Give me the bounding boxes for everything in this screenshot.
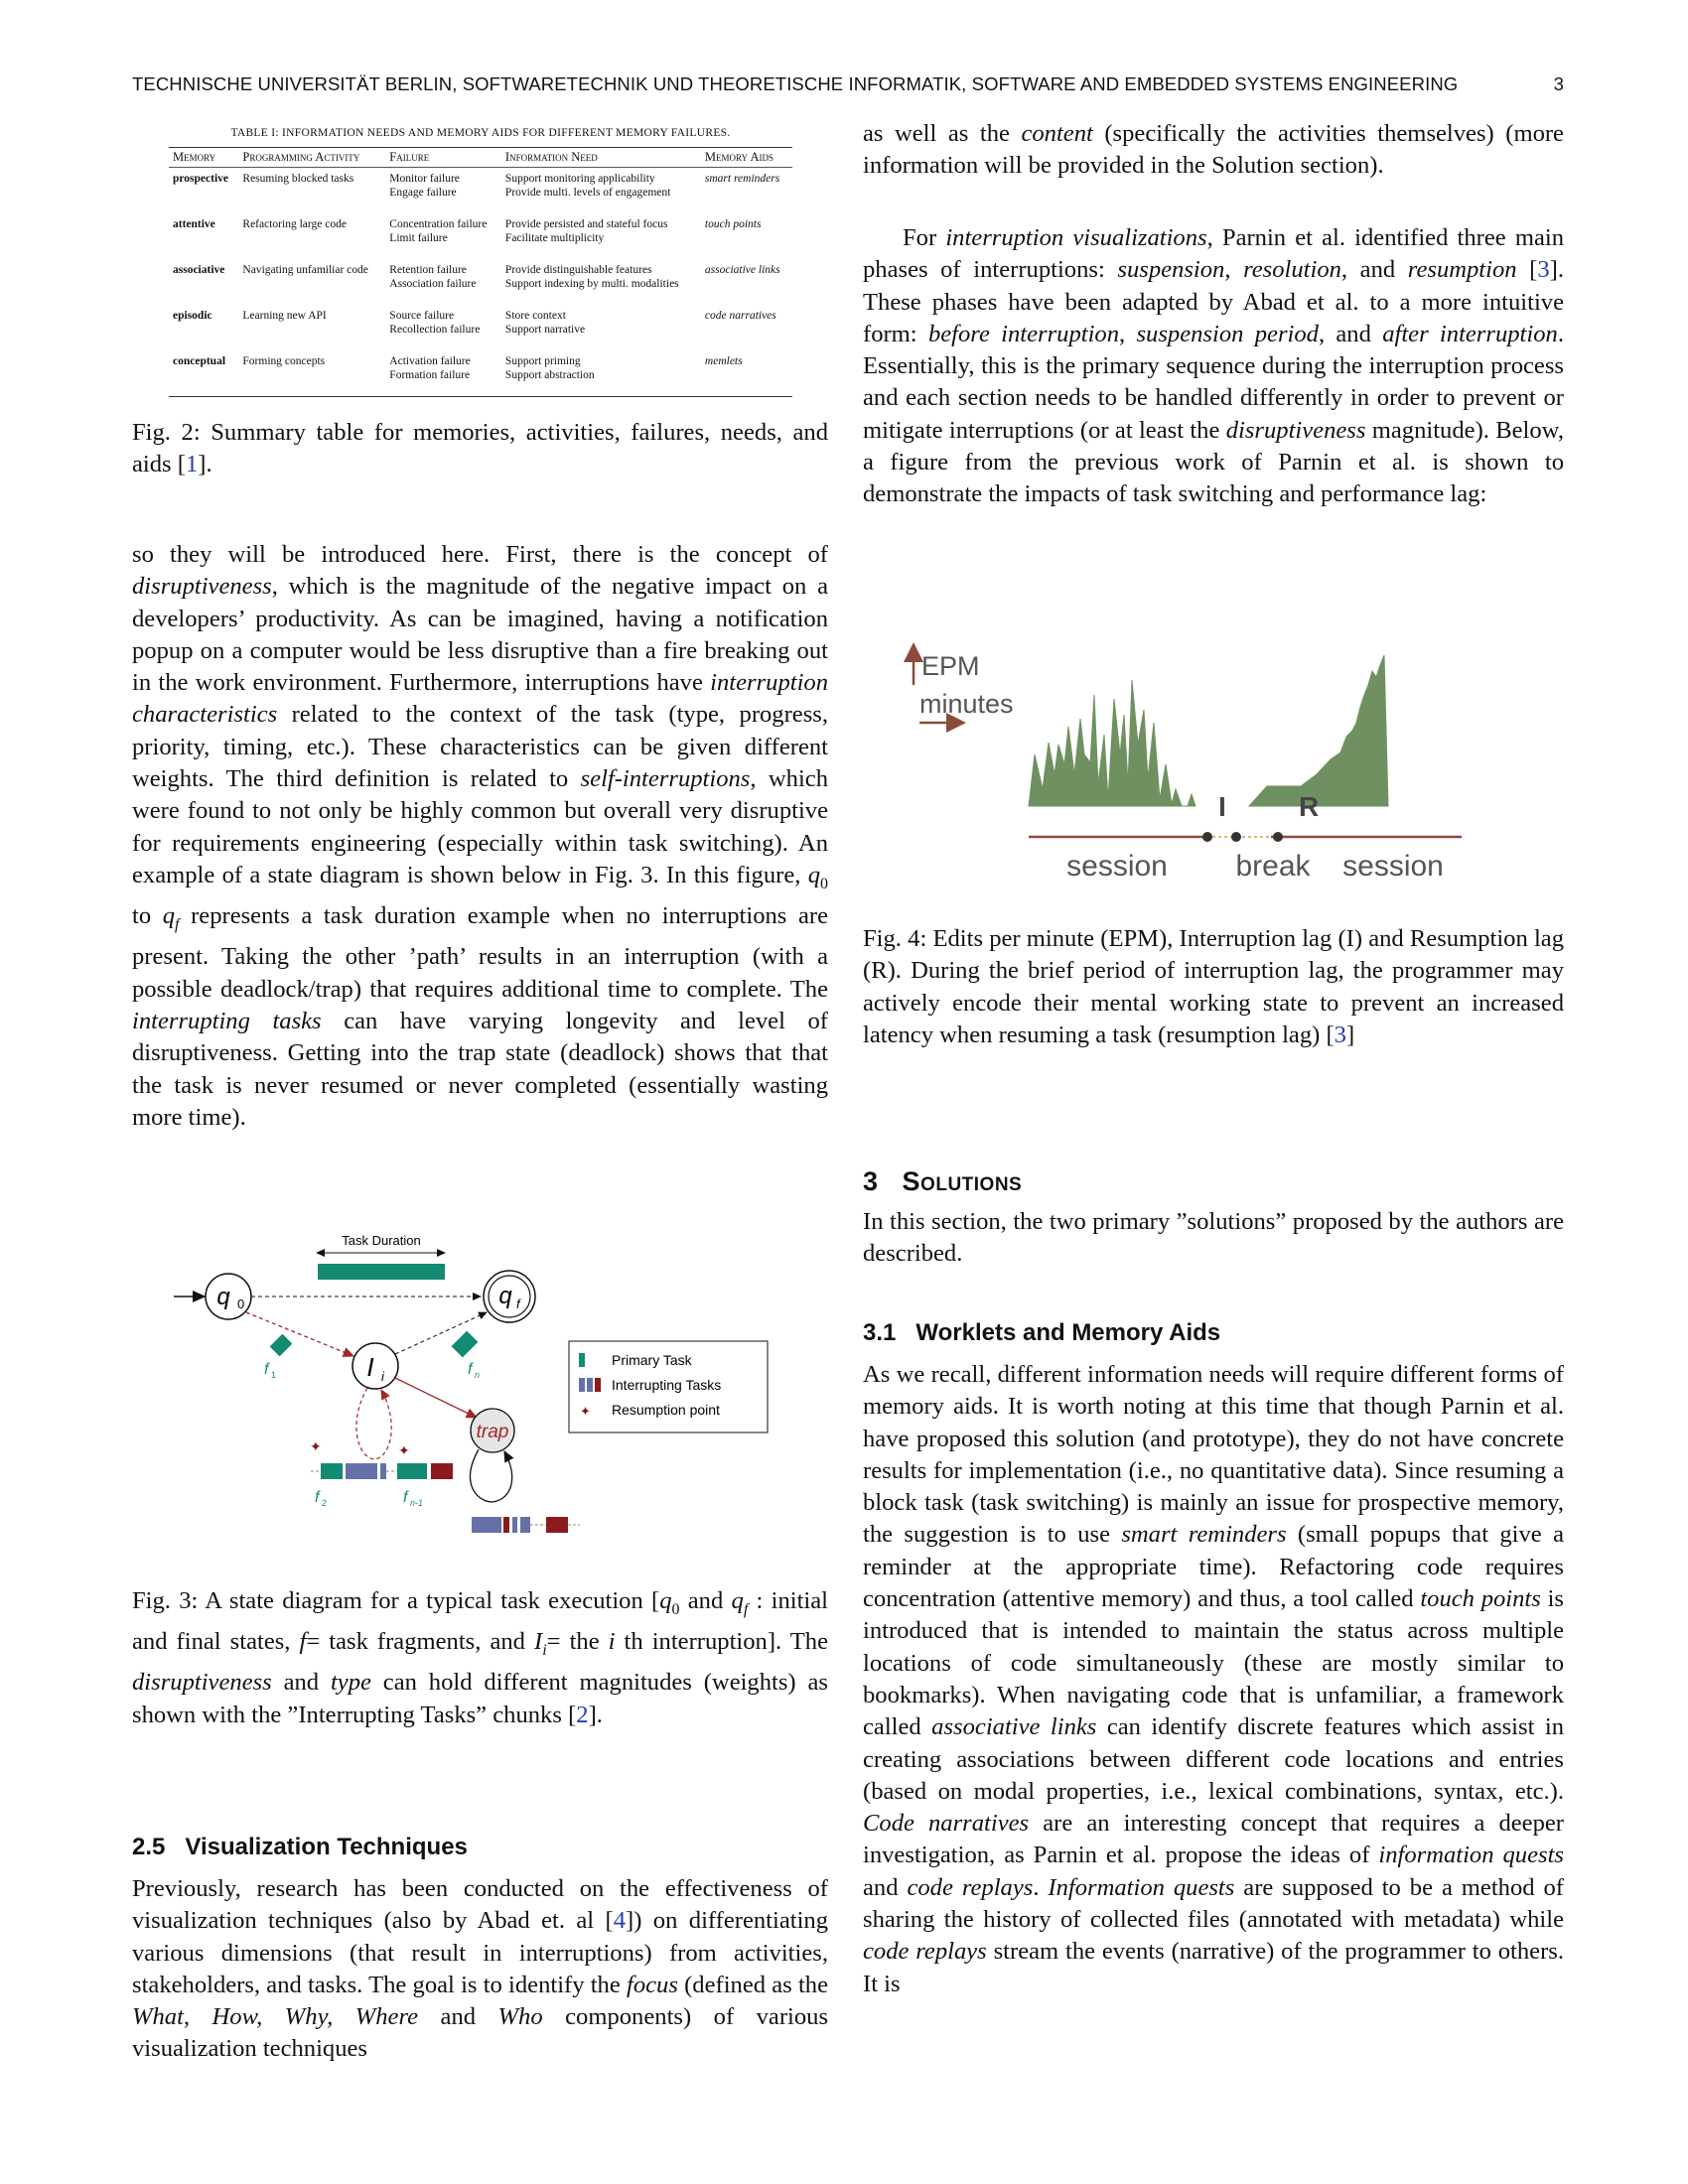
fig3-state-diagram <box>169 1229 784 1557</box>
table-row <box>169 213 792 259</box>
session2-series <box>1249 655 1388 806</box>
citation-link[interactable]: 1 <box>185 451 199 478</box>
cell-activity: Learning new API <box>242 309 327 322</box>
task-duration-marker <box>318 1233 445 1280</box>
table-row <box>169 305 792 350</box>
cell-memory: prospective <box>173 172 229 185</box>
fig3-caption-block <box>132 1585 828 1731</box>
fig2-caption: Fig. 2: Summary table for memories, activities, failures, needs, and aids [1]. <box>132 419 828 478</box>
legend-primary-task: Primary Task <box>612 1352 692 1368</box>
resumption-point-icon: ✦ <box>310 1438 322 1454</box>
resume-transition <box>395 1312 487 1354</box>
resumption-point-icon: ✦ <box>580 1404 591 1419</box>
memory-aids-table <box>169 147 792 397</box>
table-header-row <box>169 148 792 168</box>
cell-activity: Navigating unfamiliar code <box>242 263 368 276</box>
section-2-5-heading <box>132 1834 828 1861</box>
cell-memory: associative <box>173 263 225 276</box>
fragment-fn <box>452 1331 479 1358</box>
section-3-heading <box>863 1166 1564 1197</box>
cell-failure: Monitor failure Engage failure <box>389 172 460 199</box>
section-3-1-heading <box>863 1319 1564 1347</box>
primary-task-bar <box>318 1264 445 1280</box>
interruption-point <box>1202 832 1212 842</box>
session1-label: session <box>1066 850 1168 883</box>
svg-text:I: I <box>366 1352 374 1382</box>
cell-memory: attentive <box>173 217 215 230</box>
section-title: Solutions <box>902 1166 1023 1196</box>
svg-text:f: f <box>403 1489 408 1506</box>
legend-resumption-point: Resumption point <box>612 1402 720 1418</box>
session1-series <box>1029 680 1196 806</box>
interruption-lag-mark: I <box>1218 791 1226 822</box>
body-paragraph: In this section, the two primary ”solutions” proposed by the authors are described. <box>863 1208 1564 1268</box>
cell-activity: Refactoring large code <box>242 217 347 230</box>
legend-interrupting-tasks: Interrupting Tasks <box>612 1377 722 1393</box>
y-axis-label: EPM <box>921 651 980 681</box>
resumption-point-icon: ✦ <box>398 1442 410 1458</box>
svg-text:q: q <box>498 1283 512 1309</box>
section-number: 2.5 <box>132 1834 166 1860</box>
table-caption: TABLE I: INFORMATION NEEDS AND MEMORY AIDS FOR DIFFERENT MEMORY FAILURES. <box>230 127 731 139</box>
fig4-caption-block <box>863 923 1564 1051</box>
table-row <box>169 259 792 305</box>
svg-text:f: f <box>315 1489 320 1506</box>
state-q0 <box>206 1274 251 1319</box>
table-row <box>169 167 792 213</box>
body-paragraph: As we recall, different information needs will require different forms of memory aids. It is worth noting at this time that though Parnin et al. have proposed this solution (and prototype), they do not have concrete results for implementation (i.e., no quantitative data). Since resuming a block task (task switching) is mainly an issue for prospective memory, the suggestion is to use smart reminders (small popups that give a reminder at the appropriate time). Refactoring code requires concentration (attentive memory) and thus, a tool called touch points is introduced that is intended to maintain the status across multiple locations of code simultaneously (these are mostly similar to bookmarks). When navigating code that is unfamiliar, a framework called associative links can identify discrete features which assist in creating associations between different code locations and entries (based on modal properties, i.e., lexical combinations, syntax, etc.). Code narratives are an interesting concept that requires a deeper investigation, as Parnin et al. propose the ideas of information quests and code replays. Information quests are supposed to be a method of sharing the history of collected files (annotated with metadata) while code replays stream the events (narrative) of the programmer to others. It is <box>863 1361 1565 1997</box>
resumption-lag-mark: R <box>1299 791 1320 822</box>
running-header <box>132 73 1564 95</box>
cell-need: Support monitoring applicability Provide multi. levels of engagement <box>504 172 671 199</box>
section-title: Worklets and Memory Aids <box>915 1319 1221 1346</box>
fig3-caption: Fig. 3: A state diagram for a typical task execution [$q_0$ and $q_f$ : initial and final states, f= task fragments, and $I_i=$ the i th interruption]. The disruptiveness and type can hold different magnitudes (weights) as shown with the ”Interrupting Tasks” chunks [2]. <box>132 1587 828 1728</box>
cell-memory: episodic <box>173 309 212 322</box>
right-paragraph-2 <box>863 222 1564 511</box>
cell-aid: code narratives <box>704 309 776 322</box>
cell-failure: Retention failure Association failure <box>389 263 477 290</box>
cell-aid: smart reminders <box>704 172 780 185</box>
cell-aid: memlets <box>701 350 792 397</box>
col-need: Information Need <box>501 148 701 168</box>
svg-text:i: i <box>381 1369 384 1384</box>
svg-text:n-1: n-1 <box>410 1498 424 1508</box>
epm-chart-svg <box>894 635 1470 893</box>
cell-failure: Source failure Recollection failure <box>389 309 481 336</box>
state-diagram-svg <box>169 1229 784 1557</box>
x-axis-label: minutes <box>919 689 1014 719</box>
cell-aid: associative links <box>704 263 780 276</box>
svg-text:n: n <box>475 1370 481 1380</box>
body-paragraph: Previously, research has been conducted on the effectiveness of visualization techniques (also by Abad et. al [4]) on differentiating various dimensions (that result in interruptions) from activities, stakeholders, and tasks. The goal is to identify the focus (defined as the What, How, Why, Where and Who components) of various visualization techniques <box>132 1875 829 2063</box>
col-memory: Memory <box>169 148 238 168</box>
body-paragraph: as well as the content (specifically the activities themselves) (more information will be provided in the Solution section). <box>863 120 1564 180</box>
cell-aid: touch points <box>704 217 762 230</box>
cell-failure: Activation failure Formation failure <box>385 350 501 397</box>
table-row <box>169 350 792 397</box>
fig4-epm-chart <box>894 635 1470 893</box>
state-qf <box>484 1271 535 1322</box>
svg-text:f: f <box>516 1297 520 1311</box>
interruption-self-loop <box>356 1388 391 1459</box>
svg-text:2: 2 <box>322 1498 328 1508</box>
svg-text:f: f <box>264 1361 269 1378</box>
fig2-caption-block <box>132 417 828 481</box>
citation-link[interactable]: 4 <box>613 1907 627 1935</box>
break-point <box>1231 832 1241 842</box>
page-number: 3 <box>1553 73 1564 94</box>
section-3-body <box>863 1206 1564 1271</box>
table-1-block <box>132 127 828 397</box>
cell-need: Provide persisted and stateful focus Facilitate multiplicity <box>504 217 668 244</box>
svg-text:0: 0 <box>237 1297 245 1311</box>
resumption-point <box>1273 832 1283 842</box>
cell-failure: Concentration failure Limit failure <box>389 217 488 244</box>
svg-text:trap: trap <box>476 1422 509 1442</box>
cell-need: Support priming Support abstraction <box>501 350 701 397</box>
cell-memory: conceptual <box>169 350 238 397</box>
right-paragraph-1 <box>863 118 1564 183</box>
running-title: TECHNISCHE UNIVERSITÄT BERLIN, SOFTWARETECHNIK UND THEORETISCHE INFORMATIK, SOFTWARE AND EMBEDDED SYSTEMS ENGINEERING <box>132 73 1459 94</box>
citation-link[interactable]: 2 <box>576 1701 589 1728</box>
body-paragraph: For interruption visualizations, Parnin et al. identified three main phases of interruptions: suspension, resolution, and resumption [3]. These phases have been adapted by Abad et al. to a more intuitive form: before interruption, suspension period, and after interruption. Essentially, this is the primary sequence during the interruption process and each section needs to be handled differently in order to prevent or mitigate interruptions (or at least the disruptiveness magnitude). Below, a figure from the previous work of Parnin et al. is shown to demonstrate the impacts of task switching and performance lag: <box>863 224 1564 508</box>
col-activity: Programming Activity <box>238 148 385 168</box>
interrupting-chunk-bar <box>311 1463 453 1479</box>
fig4-caption: Fig. 4: Edits per minute (EPM), Interruption lag (I) and Resumption lag (R). During the brief period of interruption lag, the programmer may actively encode their mental working state to prevent an increased latency when resuming a task (resumption lag) [3] <box>863 925 1564 1048</box>
col-failure: Failure <box>385 148 501 168</box>
interrupt-transition <box>246 1312 353 1356</box>
citation-link[interactable]: 3 <box>1537 256 1550 284</box>
cell-need: Provide distinguishable features Support indexing by multi. modalities <box>504 263 679 290</box>
section-3-1-body <box>863 1359 1564 2000</box>
cell-need: Store context Support narrative <box>504 309 586 336</box>
state-interruption <box>352 1343 398 1389</box>
section-number: 3.1 <box>863 1319 897 1346</box>
svg-text:1: 1 <box>271 1370 277 1380</box>
section-2-5-body <box>132 1873 828 2066</box>
session2-label: session <box>1342 850 1444 883</box>
left-paragraph-block <box>132 539 828 1134</box>
fragment-f1 <box>270 1334 293 1357</box>
section-title: Visualization Techniques <box>185 1834 468 1860</box>
task-duration-label: Task Duration <box>342 1233 421 1248</box>
state-trap <box>471 1409 514 1502</box>
svg-text:q: q <box>216 1284 230 1310</box>
svg-text:f: f <box>468 1361 473 1378</box>
col-aids: Memory Aids <box>701 148 792 168</box>
cell-activity: Resuming blocked tasks <box>242 172 354 185</box>
break-label: break <box>1235 850 1311 883</box>
section-number: 3 <box>863 1166 879 1196</box>
trap-chunk-bar <box>472 1517 580 1533</box>
fig3-legend <box>569 1341 768 1433</box>
trap-transition <box>395 1378 477 1418</box>
citation-link[interactable]: 3 <box>1334 1021 1346 1048</box>
cell-activity: Forming concepts <box>238 350 385 397</box>
body-paragraph: so they will be introduced here. First, there is the concept of disruptiveness, which is the magnitude of the negative impact on a developers’ productivity. As can be imagined, having a notification popup on a computer would be less disruptive than a fire breaking out in the work environment. Furthermore, interruptions have interruption characteristics related to the context of the task (type, progress, priority, timing, etc.). These characteristics can be given different weights. The third definition is related to self-interruptions, which were found to not only be highly common but overall very disruptive for requirements engineering (especially within task switching). An example of a state diagram is shown below in Fig. 3. In this figure, $q_0$ to $q_f$ represents a task duration example when no interruptions are present. Taking the other ’path’ results in an interruption (with a possible deadlock/trap) that requires additional time to complete. The interrupting tasks can have varying longevity and level of disruptiveness. Getting into the trap state (deadlock) shows that that the task is never resumed or never completed (essentially wasting more time). <box>132 541 829 1131</box>
